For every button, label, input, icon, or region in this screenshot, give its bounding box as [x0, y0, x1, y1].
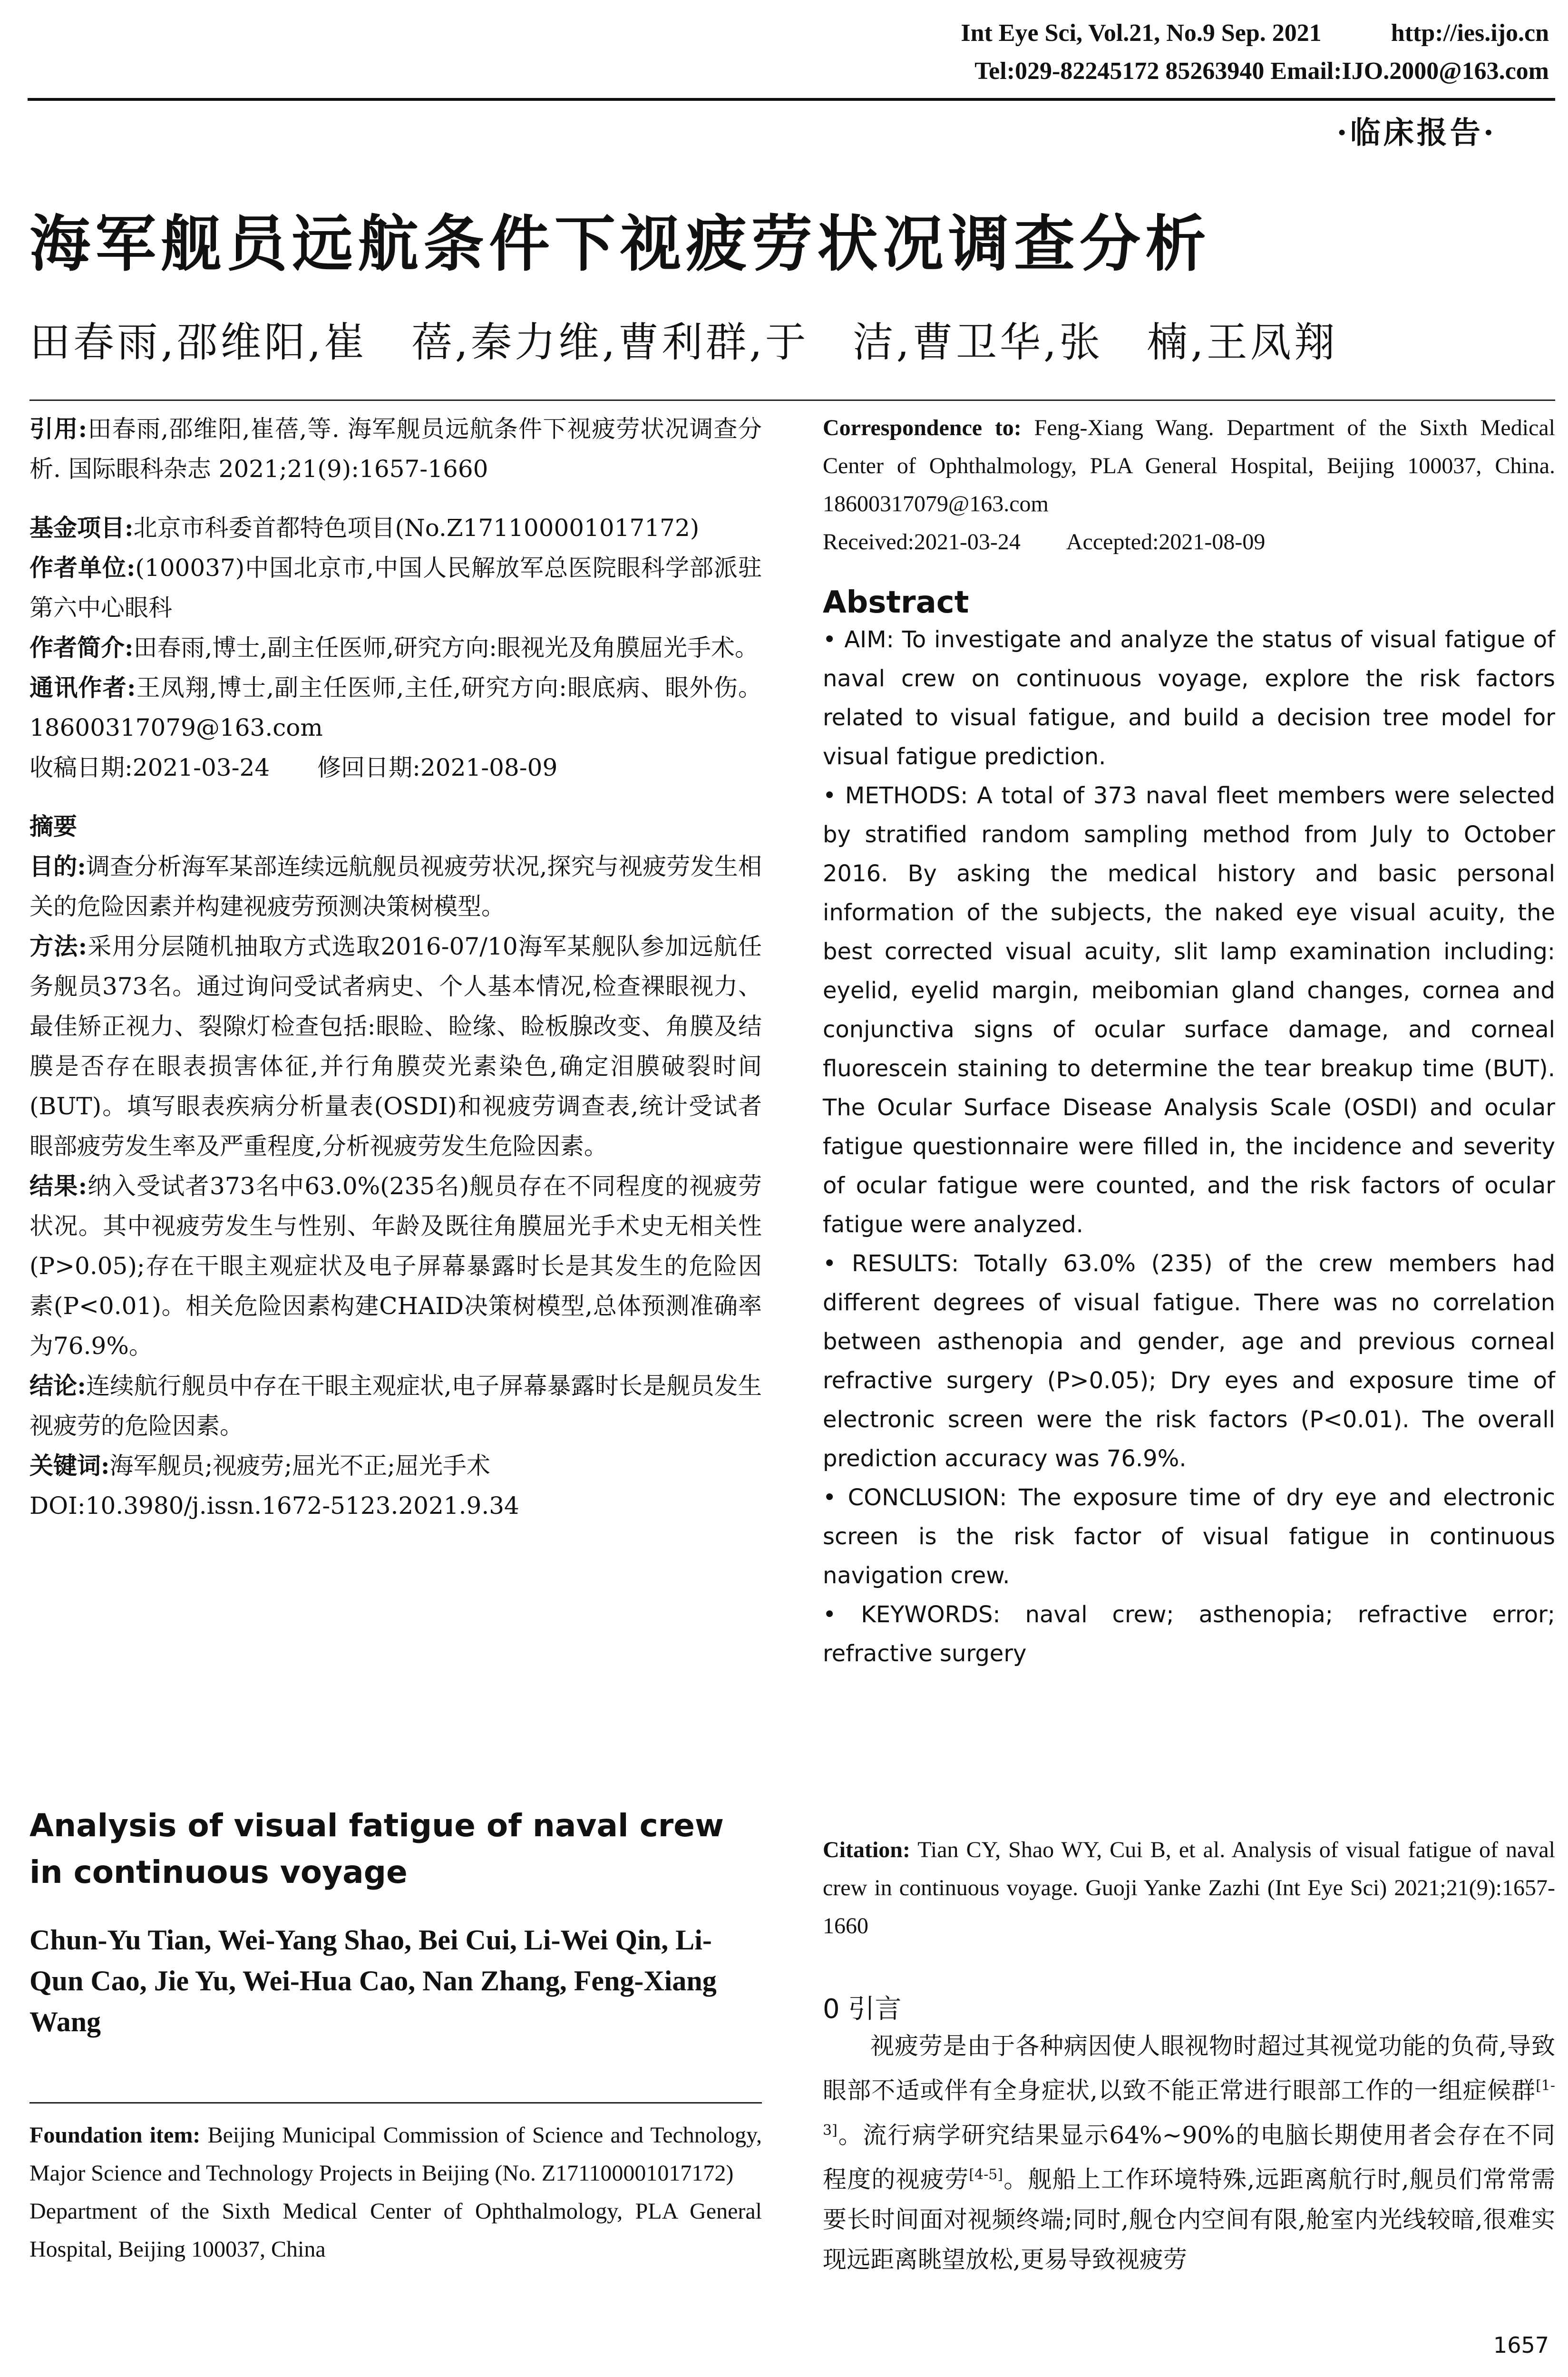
department-en: Department of the Sixth Medical Center of Ophthalmology, PLA General Hospital, Beijing 100037, China — [29, 2199, 762, 2262]
journal-contact: Tel:029-82245172 85263940 Email:IJO.2000@163.com — [974, 58, 1549, 85]
left-column — [29, 409, 762, 1526]
journal-header-line1 — [961, 19, 1549, 47]
citation-en: Citation: Tian CY, Shao WY, Cui B, et al. Analysis of visual fatigue of naval crew in continuous voyage. Guoji Yanke Zazhi (Int Eye Sci) 2021;21(9):1657-1660 — [823, 1837, 1555, 1939]
english-title-block — [29, 1802, 762, 2042]
foundation-block — [29, 2116, 762, 2269]
corr-cn: 通讯作者:王凤翔,博士,副主任医师,主任,研究方向:眼底病、眼外伤。18600317079@163.com — [29, 673, 762, 741]
fund-cn: 基金项目:北京市科委首都特色项目(No.Z171100001017172) — [29, 514, 700, 542]
unit-cn: 作者单位:(100037)中国北京市,中国人民解放军总医院眼科学部派驻第六中心眼科 — [29, 554, 762, 622]
authors-en: Chun-Yu Tian, Wei-Yang Shao, Bei Cui, Li-Wei Qin, Li-Qun Cao, Jie Yu, Wei-Hua Cao, Nan Zhang, Feng-Xiang Wang — [29, 1924, 717, 2037]
title-rule — [29, 399, 1555, 401]
conclusion-cn: 结论:连续航行舰员中存在干眼主观症状,电子屏幕暴露时长是舰员发生视疲劳的危险因素。 — [29, 1372, 762, 1440]
right-column — [823, 409, 1555, 1673]
results-cn: 结果:纳入受试者373名中63.0%(235名)舰员存在不同程度的视疲劳状况。其中视疲劳发生与性别、年龄及既往角膜屈光手术史无相关性(P>0.05);存在干眼主观症状及电子屏幕暴露时长是其发生的危险因素(P<0.01)。相关危险因素构建CHAID决策树模型,总体预测准确率为76.9%。 — [29, 1172, 762, 1360]
keywords-en: • KEYWORDS: naval crew; asthenopia; refractive error; refractive surgery — [823, 1601, 1556, 1667]
citation-en-block — [823, 1831, 1555, 1945]
intro-paragraph: 视疲劳是由于各种病因使人眼视物时超过其视觉功能的负荷,导致眼部不适或伴有全身症状,以致不能正常进行眼部工作的一组症候群[1-3]。流行病学研究结果显示64%~90%的电脑长期使用者会存在不同程度的视疲劳[4-5]。舰船上工作环境特殊,远距离航行时,舰员们常常需要长时间面对视频终端;同时,舰仓内空间有限,舱室内光线较暗,很难实现远距离眺望放松,更易导致视疲劳 — [823, 2032, 1555, 2273]
abstract-heading-cn: 摘要 — [29, 812, 77, 840]
received-en: Received:2021-03-24 Accepted:2021-08-09 — [823, 529, 1266, 555]
authors-cn: 田春雨,邵维阳,崔 蓓,秦力维,曹利群,于 洁,曹卫华,张 楠,王凤翔 — [29, 319, 1338, 366]
page-number: 1657 — [1493, 2332, 1549, 2358]
methods-cn: 方法:采用分层随机抽取方式选取2016-07/10海军某舰队参加远航任务舰员373名。通过询问受试者病史、个人基本情况,检查裸眼视力、最佳矫正视力、裂隙灯检查包括:眼睑、睑缘、睑板腺改变、角膜及结膜是否存在眼表损害体征,并行角膜荧光素染色,确定泪膜破裂时间(BUT)。填写眼表疾病分析量表(OSDI)和视疲劳调查表,统计受试者眼部疲劳发生率及严重程度,分析视疲劳发生危险因素。 — [29, 932, 762, 1160]
doi[interactable]: DOI:10.3980/j.issn.1672-5123.2021.9.34 — [29, 1492, 519, 1520]
keywords-cn: 关键词:海军舰员;视疲劳;屈光不正;屈光手术 — [29, 1452, 491, 1480]
introduction — [823, 1988, 1555, 2280]
title-cn: 海军舰员远航条件下视疲劳状况调查分析 — [29, 209, 1211, 280]
intro-heading: 0 引言 — [823, 1994, 902, 2025]
foundation-item: Foundation item: Beijing Municipal Commission of Science and Technology, Major Science and Technology Projects in Beijing (No. Z171100001017172) — [29, 2123, 762, 2186]
title-en: Analysis of visual fatigue of naval crew in continuous voyage — [29, 1807, 724, 1890]
aim-en: • AIM: To investigate and analyze the status of visual fatigue of naval crew on continuous voyage, explore the risk factors related to visual fatigue, and build a decision tree model for visual fatigue prediction. — [823, 626, 1556, 770]
journal-url[interactable]: http://ies.ijo.cn — [1391, 19, 1549, 47]
citation-cn: 引用:田春雨,邵维阳,崔蓓,等. 海军舰员远航条件下视疲劳状况调查分析. 国际眼科杂志 2021;21(9):1657-1660 — [29, 415, 762, 483]
conclusion-en: • CONCLUSION: The exposure time of dry eye and electronic screen is the risk factor of visual fatigue in continuous navigation crew. — [823, 1484, 1556, 1589]
journal-issue: Int Eye Sci, Vol.21, No.9 Sep. 2021 — [961, 19, 1322, 47]
methods-en: • METHODS: A total of 373 naval fleet members were selected by stratified random sampling method from July to October 2016. By asking the medical history and basic personal information of the subjects, the naked eye visual acuity, the best corrected visual acuity, slit lamp examination including: eyelid, eyelid margin, meibomian gland changes, cornea and conjunctiva signs of ocular surface damage, and corneal fluorescein staining to determine the tear breakup time (BUT). The Ocular Surface Disease Analysis Scale (OSDI) and ocular fatigue questionnaire were filled in, the incidence and severity of ocular fatigue were counted, and the risk factors of ocular fatigue were analyzed. — [823, 782, 1555, 1238]
header-rule — [28, 98, 1555, 101]
dates-cn: 收稿日期:2021-03-24 修回日期:2021-08-09 — [29, 754, 558, 781]
abstract-heading-en: Abstract — [823, 585, 969, 620]
ref-4-5[interactable]: [4-5] — [969, 2166, 1003, 2183]
correspondence-en: Correspondence to: Feng-Xiang Wang. Department of the Sixth Medical Center of Ophthalmology, PLA General Hospital, Beijing 100037, China. 18600317079@163.com — [823, 415, 1556, 516]
aim-cn: 目的:调查分析海军某部连续远航舰员视疲劳状况,探究与视疲劳发生相关的危险因素并构建视疲劳预测决策树模型。 — [29, 852, 762, 920]
foundation-rule — [29, 2102, 762, 2104]
ref-1-3[interactable]: [1-3] — [823, 2077, 1555, 2139]
results-en: • RESULTS: Totally 63.0% (235) of the crew members had different degrees of visual fatigue. There was no correlation between asthenopia and gender, age and previous corneal refractive surgery (P>0.05); Dry eyes and exposure time of electronic screen were the risk factors (P<0.01). The overall prediction accuracy was 76.9%. — [823, 1250, 1555, 1472]
bio-cn: 作者简介:田春雨,博士,副主任医师,研究方向:眼视光及角膜屈光手术。 — [29, 633, 759, 662]
section-tag: ·临床报告· — [1336, 115, 1497, 151]
